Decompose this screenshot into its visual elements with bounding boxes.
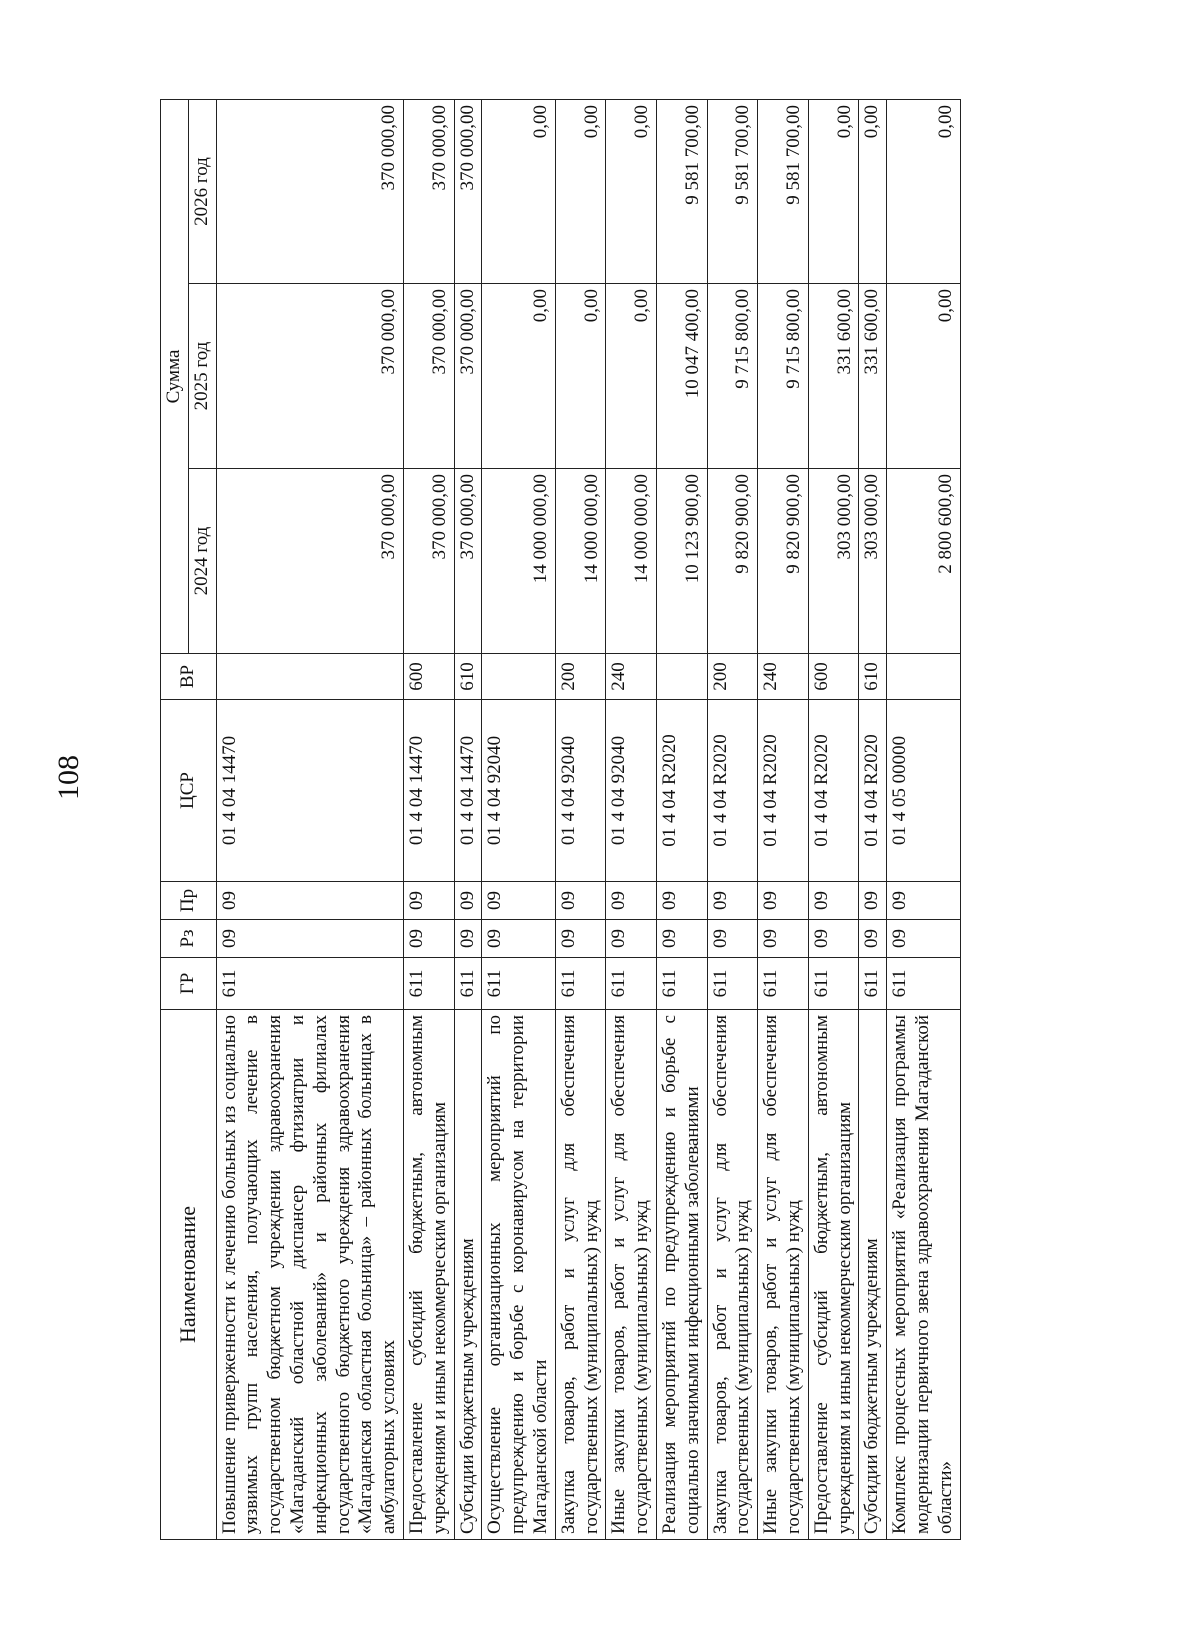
row-rz: 09 [808, 920, 859, 958]
row-vr [887, 654, 960, 700]
row-vr: 600 [808, 654, 859, 700]
page-number: 108 [52, 755, 85, 800]
row-amount-2026: 370 000,00 [454, 99, 482, 283]
row-amount-2024: 303 000,00 [808, 469, 859, 654]
header-year-2026: 2026 год [188, 99, 216, 283]
budget-table-container [160, 100, 1020, 1540]
row-name: Закупка товаров, работ и услуг для обеспечения государственных (муниципальных) нужд [707, 1010, 758, 1540]
header-vr: ВР [161, 654, 217, 700]
row-gr: 611 [707, 958, 758, 1010]
row-vr [656, 654, 707, 700]
row-amount-2026: 9 581 700,00 [707, 99, 758, 283]
row-csr: 01 4 04 92040 [555, 700, 606, 882]
row-rz: 09 [859, 920, 887, 958]
row-amount-2024: 303 000,00 [859, 469, 887, 654]
table-row [454, 99, 482, 1539]
table-row [216, 99, 403, 1539]
row-rz: 09 [758, 920, 809, 958]
row-name: Иные закупки товаров, работ и услуг для обеспечения государственных (муниципальных) нужд [758, 1010, 809, 1540]
row-csr: 01 4 04 R2020 [808, 700, 859, 882]
row-csr: 01 4 05 00000 [887, 700, 960, 882]
row-gr: 611 [454, 958, 482, 1010]
row-rz: 09 [216, 920, 403, 958]
row-amount-2025: 331 600,00 [859, 284, 887, 469]
row-pr: 09 [606, 882, 657, 920]
row-amount-2025: 0,00 [555, 284, 606, 469]
row-amount-2026: 0,00 [606, 99, 657, 283]
row-amount-2025: 331 600,00 [808, 284, 859, 469]
table-row [606, 99, 657, 1539]
row-amount-2026: 9 581 700,00 [758, 99, 809, 283]
row-gr: 611 [606, 958, 657, 1010]
header-sum: Сумма [161, 99, 189, 653]
row-pr: 09 [808, 882, 859, 920]
header-gr: ГР [161, 958, 217, 1010]
row-amount-2025: 9 715 800,00 [707, 284, 758, 469]
row-csr: 01 4 04 R2020 [859, 700, 887, 882]
row-amount-2024: 9 820 900,00 [758, 469, 809, 654]
row-rz: 09 [482, 920, 555, 958]
row-csr: 01 4 04 14470 [403, 700, 454, 882]
row-vr: 200 [555, 654, 606, 700]
row-amount-2024: 370 000,00 [403, 469, 454, 654]
row-vr: 240 [606, 654, 657, 700]
row-vr: 610 [859, 654, 887, 700]
header-pr: Пр [161, 882, 217, 920]
row-gr: 611 [656, 958, 707, 1010]
header-name: Наименование [161, 1010, 217, 1540]
row-amount-2024: 14 000 000,00 [482, 469, 555, 654]
row-name: Субсидии бюджетным учреждениям [859, 1010, 887, 1540]
row-amount-2025: 370 000,00 [403, 284, 454, 469]
row-amount-2026: 370 000,00 [403, 99, 454, 283]
row-amount-2025: 370 000,00 [454, 284, 482, 469]
row-csr: 01 4 04 R2020 [707, 700, 758, 882]
row-amount-2026: 0,00 [555, 99, 606, 283]
table-row [859, 99, 887, 1539]
header-csr: ЦСР [161, 700, 217, 882]
row-amount-2026: 0,00 [808, 99, 859, 283]
row-name: Закупка товаров, работ и услуг для обеспечения государственных (муниципальных) нужд [555, 1010, 606, 1540]
table-row [403, 99, 454, 1539]
row-pr: 09 [758, 882, 809, 920]
row-gr: 611 [216, 958, 403, 1010]
row-rz: 09 [403, 920, 454, 958]
row-name: Комплекс процессных мероприятий «Реализация программы модернизации первичного звена здравоохранения Магаданской области» [887, 1010, 960, 1540]
table-row [656, 99, 707, 1539]
row-csr: 01 4 04 92040 [482, 700, 555, 882]
row-amount-2026: 0,00 [482, 99, 555, 283]
row-csr: 01 4 04 14470 [454, 700, 482, 882]
row-amount-2026: 0,00 [887, 99, 960, 283]
table-row [808, 99, 859, 1539]
row-gr: 611 [758, 958, 809, 1010]
row-amount-2025: 370 000,00 [216, 284, 403, 469]
row-amount-2024: 9 820 900,00 [707, 469, 758, 654]
row-vr [482, 654, 555, 700]
row-csr: 01 4 04 R2020 [758, 700, 809, 882]
row-name: Субсидии бюджетным учреждениям [454, 1010, 482, 1540]
row-name: Предоставление субсидий бюджетным, автономным учреждениям и иным некоммерческим организациям [808, 1010, 859, 1540]
row-gr: 611 [887, 958, 960, 1010]
row-rz: 09 [454, 920, 482, 958]
row-rz: 09 [606, 920, 657, 958]
row-csr: 01 4 04 R2020 [656, 700, 707, 882]
table-row [707, 99, 758, 1539]
row-vr: 600 [403, 654, 454, 700]
table-row [482, 99, 555, 1539]
row-vr: 200 [707, 654, 758, 700]
row-amount-2024: 14 000 000,00 [555, 469, 606, 654]
row-gr: 611 [859, 958, 887, 1010]
row-vr: 610 [454, 654, 482, 700]
row-vr [216, 654, 403, 700]
row-name: Осуществление организационных мероприятий по предупреждению и борьбе с коронавирусом на территории Магаданской области [482, 1010, 555, 1540]
table-row [758, 99, 809, 1539]
row-amount-2024: 10 123 900,00 [656, 469, 707, 654]
row-vr: 240 [758, 654, 809, 700]
row-amount-2024: 2 800 600,00 [887, 469, 960, 654]
row-pr: 09 [887, 882, 960, 920]
row-amount-2024: 14 000 000,00 [606, 469, 657, 654]
row-pr: 09 [454, 882, 482, 920]
row-gr: 611 [555, 958, 606, 1010]
row-amount-2025: 0,00 [482, 284, 555, 469]
row-amount-2025: 10 047 400,00 [656, 284, 707, 469]
row-rz: 09 [555, 920, 606, 958]
row-amount-2025: 0,00 [606, 284, 657, 469]
header-rz: Рз [161, 920, 217, 958]
row-csr: 01 4 04 92040 [606, 700, 657, 882]
row-pr: 09 [656, 882, 707, 920]
row-name: Предоставление субсидий бюджетным, автономным учреждениям и иным некоммерческим организациям [403, 1010, 454, 1540]
row-csr: 01 4 04 14470 [216, 700, 403, 882]
row-gr: 611 [403, 958, 454, 1010]
row-amount-2026: 9 581 700,00 [656, 99, 707, 283]
budget-table [160, 99, 961, 1540]
row-name: Иные закупки товаров, работ и услуг для обеспечения государственных (муниципальных) нужд [606, 1010, 657, 1540]
row-pr: 09 [216, 882, 403, 920]
table-row [555, 99, 606, 1539]
row-pr: 09 [707, 882, 758, 920]
row-amount-2025: 9 715 800,00 [758, 284, 809, 469]
row-amount-2024: 370 000,00 [216, 469, 403, 654]
row-name: Повышение приверженности к лечению больных из социально уязвимых групп населения, получающих лечение в государственном бюджетном учреждении здравоохранения «Магаданский областной диспансер фтизиатрии и инфекционных заболеваний» и районных филиалах государственного бюджетного учреждения здравоохранения «Магаданская областная больница» – районных больницах в амбулаторных условиях [216, 1010, 403, 1540]
table-row [887, 99, 960, 1539]
row-amount-2026: 0,00 [859, 99, 887, 283]
row-rz: 09 [887, 920, 960, 958]
row-pr: 09 [482, 882, 555, 920]
row-rz: 09 [656, 920, 707, 958]
row-gr: 611 [482, 958, 555, 1010]
row-pr: 09 [555, 882, 606, 920]
row-amount-2024: 370 000,00 [454, 469, 482, 654]
table-body [216, 99, 960, 1539]
row-amount-2025: 0,00 [887, 284, 960, 469]
header-year-2025: 2025 год [188, 284, 216, 469]
row-pr: 09 [403, 882, 454, 920]
row-amount-2026: 370 000,00 [216, 99, 403, 283]
row-gr: 611 [808, 958, 859, 1010]
header-year-2024: 2024 год [188, 469, 216, 654]
row-name: Реализация мероприятий по предупреждению и борьбе с социально значимыми инфекционными заболеваниями [656, 1010, 707, 1540]
row-pr: 09 [859, 882, 887, 920]
row-rz: 09 [707, 920, 758, 958]
